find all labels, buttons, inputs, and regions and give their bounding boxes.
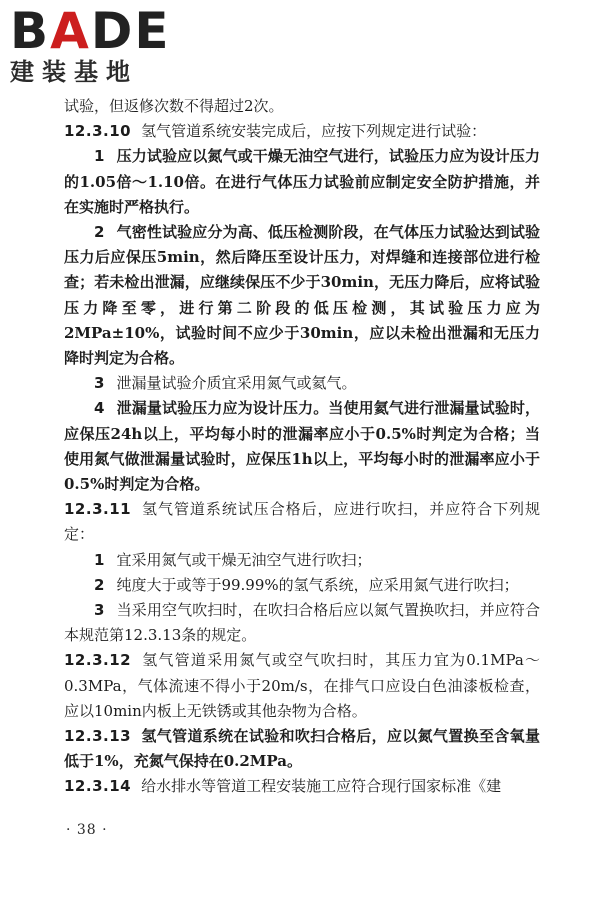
bade-logo	[10, 2, 190, 88]
item-text: 气密性试验应分为高、低压检测阶段，在气体压力试验达到试验压力后应保压5min，然后降压至设计压力，对焊缝和连接部位进行检查；若未检出泄漏，应继续保压不少于30min，无压力降后，应将试验压力降至零，进行第二阶段的低压检测，其试验压力应为2MPa±10%，试验时间不应少于30min，应以未检出泄漏和无压力降时判定为合格。	[64, 223, 540, 368]
list-item	[64, 220, 540, 371]
item-number: 4	[94, 399, 105, 418]
list-item	[64, 598, 540, 648]
list-item	[64, 573, 540, 598]
clause-number: 12.3.12	[64, 651, 132, 670]
clause-number: 12.3.14	[64, 777, 132, 796]
logo-subtitle: 建装基地	[10, 58, 138, 86]
logo-wordmark: BADE	[10, 2, 171, 60]
item-text: 纯度大于或等于99.99%的氢气系统，应采用氮气进行吹扫；	[116, 575, 519, 594]
logo-accent-letter: A	[50, 2, 91, 60]
item-number: 1	[94, 550, 105, 569]
clause-text: 给水排水等管道工程安装施工应符合现行国家标准《建	[141, 777, 502, 796]
clause-text: 氢气管道系统安装完成后，应按下列规定进行试验：	[141, 122, 487, 141]
clause-text: 氢气管道系统试压合格后，应进行吹扫，并应符合下列规定：	[64, 500, 540, 544]
item-text: 当采用空气吹扫时，在吹扫合格后应以氮气置换吹扫，并应符合本规范第12.3.13条的规定。	[64, 601, 540, 645]
clause-number: 12.3.10	[64, 122, 132, 141]
clause-12-3-12	[64, 648, 540, 724]
clause-12-3-14	[64, 774, 540, 799]
clause-12-3-10	[64, 119, 540, 144]
clause-text: 氢气管道系统在试验和吹扫合格后，应以氮气置换至含氧量低于1%，充氮气保持在0.2MPa。	[64, 727, 540, 771]
list-item	[64, 144, 540, 220]
document-body	[64, 94, 540, 800]
item-number: 1	[94, 147, 105, 166]
list-item	[64, 548, 540, 573]
page-number: · 38 ·	[66, 822, 108, 838]
list-item	[64, 396, 540, 497]
item-text: 宜采用氮气或干燥无油空气进行吹扫；	[116, 550, 372, 569]
list-item	[64, 371, 540, 396]
item-number: 2	[94, 223, 105, 242]
item-text: 泄漏量试验介质宜采用氮气或氦气。	[116, 374, 357, 393]
clause-12-3-11	[64, 497, 540, 547]
clause-12-3-13	[64, 724, 540, 774]
item-number: 3	[94, 374, 105, 393]
item-text: 泄漏量试验压力应为设计压力。当使用氦气进行泄漏量试验时，应保压24h以上，平均每小时的泄漏率应小于0.5%时判定为合格；当使用氮气做泄漏量试验时，应保压1h以上，平均每小时的泄漏率应小于0.5%时判定为合格。	[64, 399, 540, 494]
item-number: 2	[94, 575, 105, 594]
paragraph-continuation: 试验，但返修次数不得超过2次。	[64, 97, 284, 115]
item-text: 压力试验应以氮气或干燥无油空气进行，试验压力应为设计压力的1.05倍～1.10倍。在进行气体压力试验前应制定安全防护措施，并在实施时严格执行。	[64, 147, 540, 216]
clause-number: 12.3.13	[64, 727, 132, 746]
clause-text: 氢气管道采用氮气或空气吹扫时，其压力宜为0.1MPa～0.3MPa，气体流速不得小于20m/s，在排气口应设白色油漆板检查，应以10min内板上无铁锈或其他杂物为合格。	[64, 651, 540, 720]
item-number: 3	[94, 601, 105, 620]
clause-number: 12.3.11	[64, 500, 132, 519]
